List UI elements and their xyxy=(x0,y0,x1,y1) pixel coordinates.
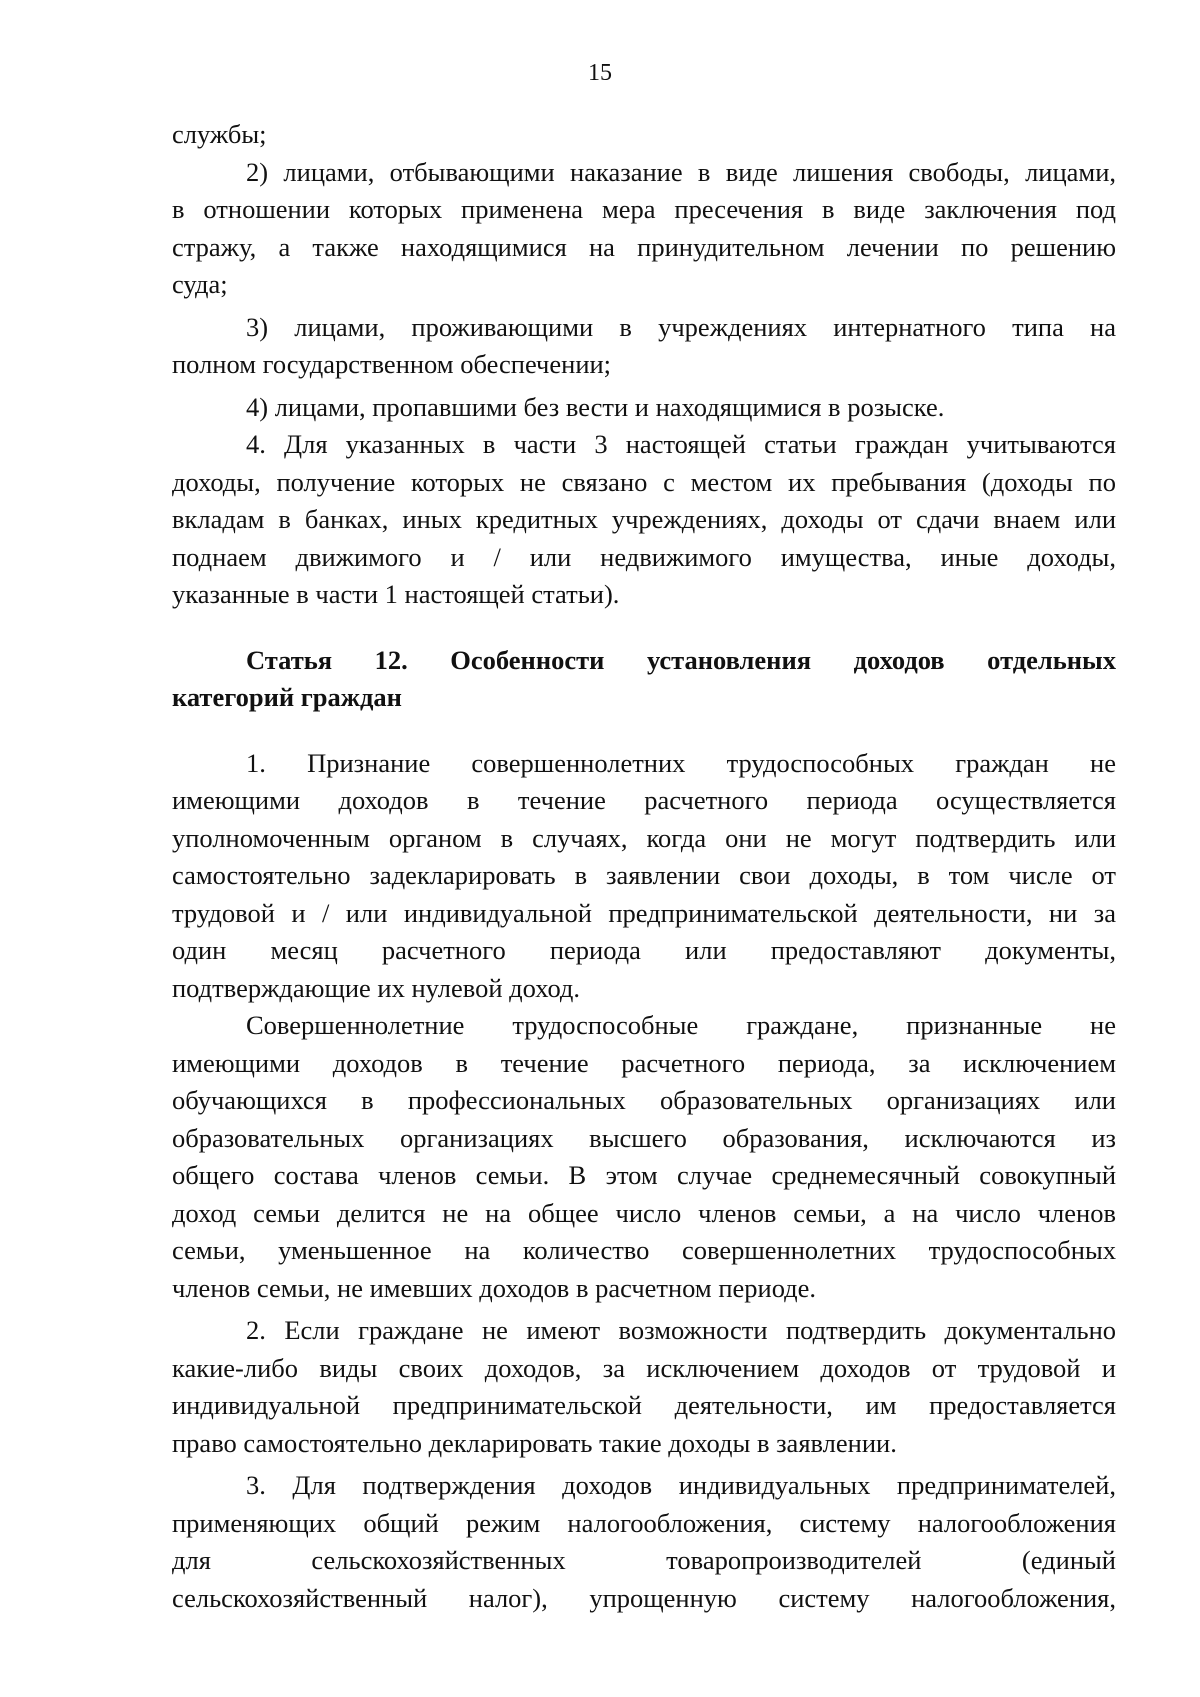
text-line: доход семьи делится не на общее число членов семьи, а на число членов xyxy=(172,1197,1116,1228)
text-line: общего состава членов семьи. В этом случае среднемесячный совокупный xyxy=(172,1160,1116,1190)
article-title: категорий граждан xyxy=(172,682,402,712)
text-line: 3) лицами, проживающими в учреждениях интернатного типа на xyxy=(246,311,1116,342)
text-line: вкладам в банках, иных кредитных учреждениях, доходы от сдачи внаем или xyxy=(172,504,1116,534)
text-line: членов семьи, не имевших доходов в расчетном периоде. xyxy=(172,1272,817,1303)
text-line: поднаем движимого и / или недвижимого имущества, иные доходы, xyxy=(172,541,1116,572)
text-line: Совершеннолетние трудоспособные граждане, признанные не xyxy=(246,1010,1116,1040)
text-line: имеющими доходов в течение расчетного периода осуществляется xyxy=(172,785,1116,815)
text-line: указанные в части 1 настоящей статьи). xyxy=(172,579,620,609)
article-heading xyxy=(172,642,1116,717)
text-line: стражу, а также находящимися на принудительном лечении по решению xyxy=(172,231,1116,262)
text-line: 3. Для подтверждения доходов индивидуальных предпринимателей, xyxy=(246,1470,1116,1500)
text-line: обучающихся в профессиональных образовательных организациях или xyxy=(172,1085,1116,1115)
text-line: семьи, уменьшенное на количество совершеннолетних трудоспособных xyxy=(172,1235,1116,1265)
text-line: 4. Для указанных в части 3 настоящей статьи граждан учитываются xyxy=(246,429,1116,459)
text-line: для сельскохозяйственных товаропроизводителей (единый xyxy=(172,1545,1116,1575)
text-line: полном государственном обеспечении; xyxy=(172,349,612,379)
text-line: сельскохозяйственный налог), упрощенную систему налогообложения, xyxy=(172,1582,1116,1613)
text-line: 2. Если граждане не имеют возможности подтвердить документально xyxy=(246,1315,1116,1345)
document-body xyxy=(172,116,1116,1617)
text-line: 2) лицами, отбывающими наказание в виде лишения свободы, лицами, xyxy=(246,156,1116,187)
text-line: уполномоченным органом в случаях, когда они не могут подтвердить или xyxy=(172,822,1116,853)
text-line: суда; xyxy=(172,269,228,299)
text-line: применяющих общий режим налогообложения, систему налогообложения xyxy=(172,1507,1116,1538)
text-line: один месяц расчетного периода или предоставляют документы, xyxy=(172,935,1116,965)
text-line: право самостоятельно декларировать такие доходы в заявлении. xyxy=(172,1427,897,1458)
text-line: 4) лицами, пропавшими без вести и находящимися в розыске. xyxy=(246,391,945,422)
text-line: какие-либо виды своих доходов, за исключением доходов от трудовой и xyxy=(172,1352,1116,1383)
text-line: подтверждающие их нулевой доход. xyxy=(172,972,581,1003)
text-line: имеющими доходов в течение расчетного периода, за исключением xyxy=(172,1047,1116,1078)
text-line: 1. Признание совершеннолетних трудоспособных граждан не xyxy=(246,747,1116,778)
text-line: самостоятельно задекларировать в заявлении свои доходы, в том числе от xyxy=(172,860,1116,890)
article-title: Статья 12. Особенности установления доходов отдельных xyxy=(246,644,1116,675)
text-line: индивидуальной предпринимательской деятельности, им предоставляется xyxy=(172,1390,1116,1420)
text-line: службы; xyxy=(172,119,267,149)
text-line: трудовой и / или индивидуальной предпринимательской деятельности, ни за xyxy=(172,897,1116,928)
text-line: доходы, получение которых не связано с местом их пребывания (доходы по xyxy=(172,466,1116,497)
text-line: в отношении которых применена мера пресечения в виде заключения под xyxy=(172,194,1116,224)
page-number: 15 xyxy=(588,60,612,86)
text-line: образовательных организациях высшего образования, исключаются из xyxy=(172,1122,1116,1153)
